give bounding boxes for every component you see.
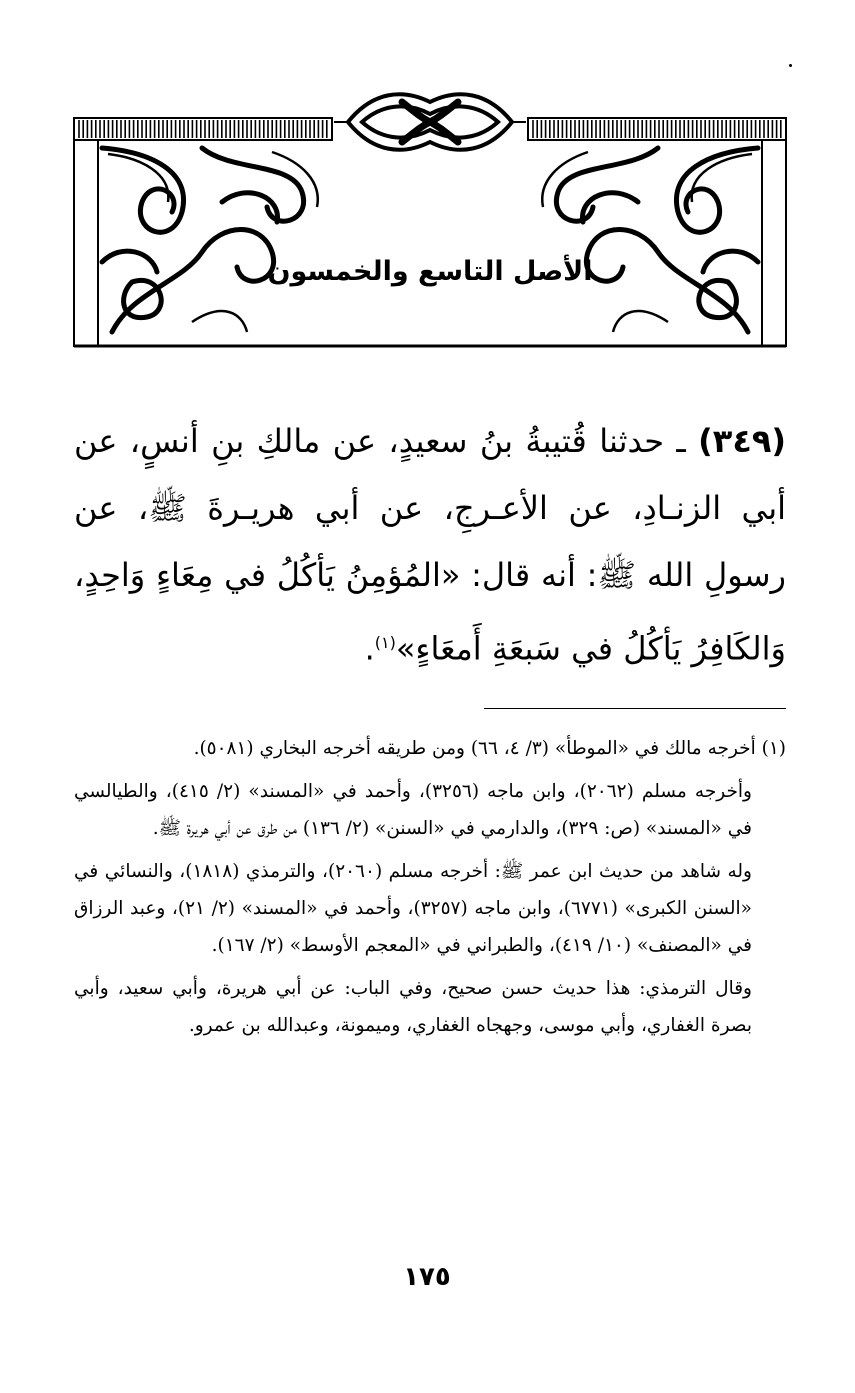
ornamental-frame	[72, 82, 788, 350]
page-number: ١٧٥	[403, 1262, 451, 1292]
chapter-title: الأصل التاسع والخمسون	[267, 256, 593, 287]
stray-dot	[789, 64, 792, 67]
footnotes	[74, 730, 786, 1050]
hadith-text	[74, 408, 786, 683]
footnote-reference: (١)	[374, 633, 396, 652]
hadith-number: (٣٤٩)	[698, 422, 787, 460]
hadith-end: .	[364, 629, 375, 668]
footnote-paragraph-1	[74, 730, 786, 767]
footnote-text-1: أخرجه مالك في «الموطأ» (٣/ ٤، ٦٦) ومن طريقه أخرجه البخاري (٥٠٨١).	[193, 738, 756, 759]
footnote-paragraph-3: وله شاهد من حديث ابن عمر ﷺ: أخرجه مسلم (٢٠٦٠)، والترمذي (١٨١٨)، والنسائي في «السنن الكبرى» (٦٧٧١)، وابن ماجه (٣٢٥٧)، وأحمد في «المسند» (٢/ ٢١)، وعبد الرزاق في «المصنف» (١٠/ ٤١٩)، والطبراني في «المعجم الأوسط» (٢/ ١٦٧).	[74, 861, 752, 956]
footnote-separator	[484, 708, 786, 709]
footnote-paragraph-2: وأخرجه مسلم (٢٠٦٢)، وابن ماجه (٣٢٥٦)، وأحمد في «المسند» (٢/ ٤١٥)، والطيالسي في «المسند» (ص: ٣٢٩)، والدارمي في «السنن» (٢/ ١٣٦) من طرق عن أبي هريرة ﷺ.	[74, 781, 752, 839]
footnote-marker: (١)	[761, 738, 786, 759]
footnote-paragraph-4: وقال الترمذي: هذا حديث حسن صحيح، وفي الباب: عن أبي هريرة، وأبي سعيد، وأبي بصرة الغفاري، وأبي موسى، وجهجاه الغفاري، وميمونة، وعبدالله بن عمرو.	[74, 978, 752, 1036]
hadith-body: ـ حدثنا قُتيبةُ بنُ سعيدٍ، عن مالكِ بنِ أنسٍ، عن أبي الزنـادِ، عن الأعـرجِ، عن أبي هريـرةَ ﷺ، عن رسولِ الله ﷺ: أنه قال: «المُؤمِنُ يَأكُلُ في مِعَاءٍ وَاحِدٍ، وَالكَافِرُ يَأكُلُ في سَبعَةِ أَمعَاءٍ»	[74, 422, 786, 668]
